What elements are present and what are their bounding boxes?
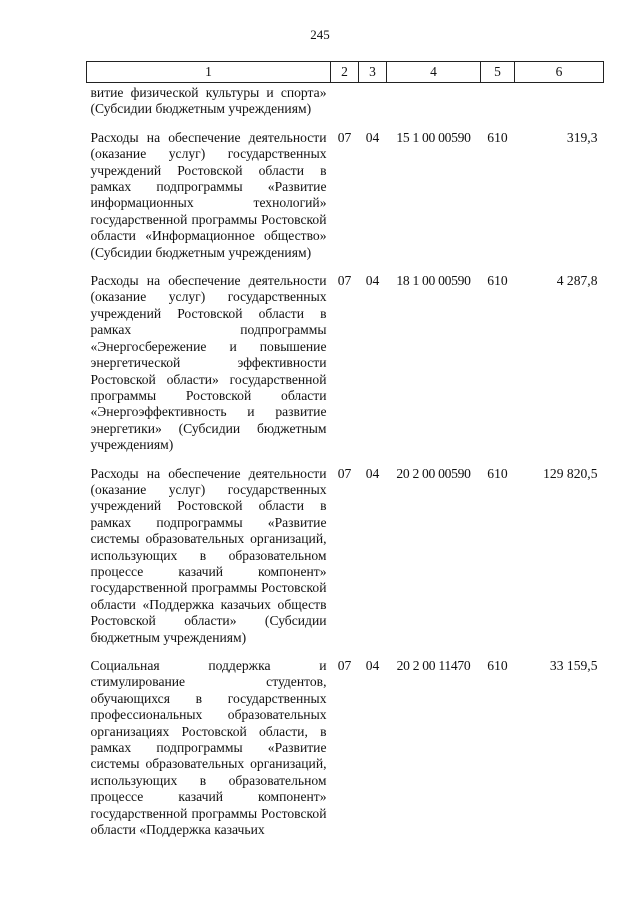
row-subsection: 04 (365, 465, 380, 481)
table-row (87, 658, 604, 850)
row-expense-kind: 610 (487, 658, 508, 673)
table-body (87, 83, 604, 851)
row-subsection: 04 (365, 129, 380, 145)
row-subsection (359, 83, 387, 130)
page-number: 245 (310, 27, 330, 42)
row-description: Расходы на обеспечение деятельности (оказание услуг) государственных учреждений Ростовской области в рамках подпрограммы «Энергосбережение и повышение энергетической эффективности Ростовской области» государственной программы Ростовской области «Энергоэффективность и развитие энергетики» (Субсидии бюджетным учреждениям) (90, 273, 327, 453)
row-description: Социальная поддержка и стимулирование студентов, обучающихся в государственных профессиональных образовательных организациях Ростовской области, в рамках подпрограммы «Развитие системы образовательных организаций, использующих в образовательном процессе казачий компонент» государственной программы Ростовской области «Поддержка казачьих (90, 658, 327, 838)
row-description: Расходы на обеспечение деятельности (оказание услуг) государственных учреждений Ростовской области в рамках подпрограммы «Развитие информационных технологий» государственной программы Ростовской области «Информационное общество» (Субсидии бюджетным учреждениям) (90, 129, 327, 260)
row-amount: 33 159,5 (549, 658, 598, 673)
row-amount: 129 820,5 (543, 465, 598, 481)
row-amount: 319,3 (566, 129, 598, 145)
row-description: витие физической культуры и спорта» (Субсидии бюджетным учреждениям) (90, 85, 327, 117)
column-header-5: 5 (481, 62, 515, 83)
row-section: 07 (337, 273, 352, 289)
column-header-2: 2 (331, 62, 359, 83)
row-section: 07 (337, 465, 352, 481)
row-expense-kind: 610 (487, 465, 508, 481)
row-target-code: 18 1 00 00590 (396, 273, 471, 289)
budget-table (86, 61, 604, 850)
row-section: 07 (337, 129, 352, 145)
table-row (87, 273, 604, 465)
row-amount (515, 83, 604, 130)
column-header-4: 4 (387, 62, 481, 83)
row-expense-kind (481, 83, 515, 130)
row-section (331, 83, 359, 130)
row-amount: 4 287,8 (556, 273, 598, 289)
column-header-3: 3 (359, 62, 387, 83)
row-target-code: 15 1 00 00590 (396, 129, 471, 145)
row-expense-kind: 610 (487, 273, 508, 289)
row-target-code: 20 2 00 00590 (396, 465, 471, 481)
header-row (87, 62, 604, 83)
column-header-1: 1 (87, 62, 331, 83)
row-description: Расходы на обеспечение деятельности (оказание услуг) государственных учреждений Ростовской области в рамках подпрограммы «Развитие системы образовательных организаций, использующих в образовательном процессе казачий компонент» государственной программы Ростовской области «Поддержка казачьих обществ Ростовской области» (Субсидии бюджетным учреждениям) (90, 465, 327, 645)
row-section: 07 (337, 658, 352, 673)
table-row (87, 466, 604, 658)
row-target-code: 20 2 00 11470 (396, 658, 471, 673)
row-subsection: 04 (365, 658, 380, 673)
row-expense-kind: 610 (487, 129, 508, 145)
row-target-code (387, 83, 481, 130)
row-subsection: 04 (365, 273, 380, 289)
table-row (87, 83, 604, 130)
table-row (87, 130, 604, 273)
table-header (87, 62, 604, 83)
column-header-6: 6 (515, 62, 604, 83)
